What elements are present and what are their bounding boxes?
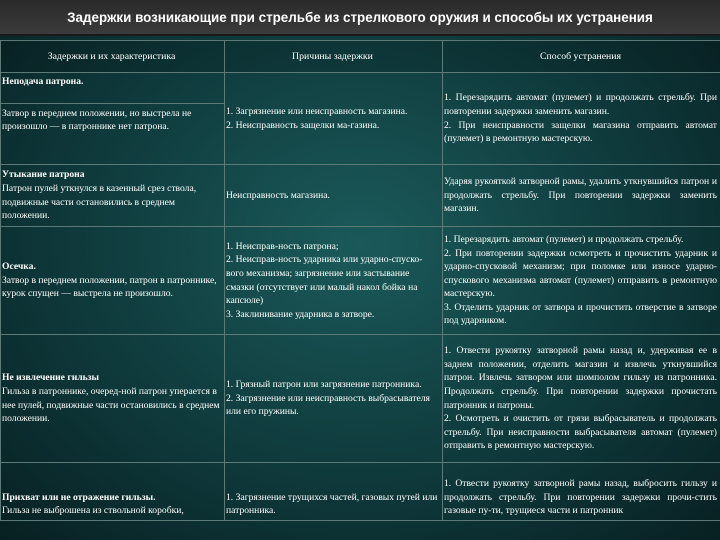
cause-item: 1. Неисправ-ность патрона; <box>226 240 339 252</box>
fix-item: 2. При повторении задержки осмотреть и прочистить ударник и ударно-спусковой механизм; при поломке или износе ударно-спускового механизма автомат (пулемет) отправить в ремонтную мастерскую. <box>444 247 717 300</box>
fixes-cell <box>443 165 720 227</box>
fix-item: 1. Отвести рукоятку затворной рамы назад, выбросить гильзу и продолжать стрельбу. При повторении задержки прочи-стить газовые пу-ти, трущиеся части и патронник <box>444 478 717 517</box>
delay-desc: Гильза не выброшена из ствольной коробки, <box>2 505 184 517</box>
delay-cell <box>1 463 225 521</box>
fix-item: Ударяя рукояткой затворной рамы, удалить уткнувшийся патрон и продолжать стрельбу. При повторении задержки заменить магазин. <box>444 176 717 215</box>
fix-item: 3. Отделить ударник от затвора и прочистить отверстие в затворе под ударником. <box>444 301 717 327</box>
delay-cell <box>1 165 225 227</box>
table-row <box>1 73 720 165</box>
header-causes: Причины задержки <box>225 41 443 73</box>
fix-item: 2. Осмотреть и очистить от грязи выбрасыватель и продолжать стрельбу. При неисправности выбрасывателя автомат (пулемет) отправить в ремонтную мастерскую. <box>444 413 717 452</box>
delay-title: Не извлечение гильзы <box>2 372 100 384</box>
cause-item: 2. Неисправ-ность ударника или ударно-спуско-вого механизма; загрязнение или застывание смазки (отсутствует или малый накол бойка на капсюле) <box>226 254 423 307</box>
cause-item: 2. Загрязнение или неисправность выбрасывателя или его пружины. <box>226 392 430 418</box>
fix-item: 1. Перезарядить автомат (пулемет) и продолжать стрельбу. При повторении задержки заменить магазин. <box>444 92 717 117</box>
delay-title: Неподача патрона. <box>2 76 84 87</box>
causes-cell <box>225 227 443 335</box>
table-row <box>1 227 720 335</box>
fixes-cell <box>443 463 720 521</box>
delay-cell <box>1 73 225 165</box>
delay-desc: Затвор в переднем положении, патрон в патроннике, курок спущен — выстрела не произошло. <box>2 274 217 300</box>
cause-item: Неисправность магазина. <box>226 189 330 201</box>
delay-title: Прихват или не отражение гильзы. <box>2 491 156 503</box>
delay-desc: Затвор в переднем положении, но выстрела не произошло — в патроннике нет патрона. <box>1 103 224 134</box>
fixes-cell <box>443 335 720 463</box>
delays-table <box>0 40 720 521</box>
causes-cell <box>225 165 443 227</box>
table-row <box>1 463 720 521</box>
cause-item: 2. Неисправность защелки ма-газина. <box>226 119 380 131</box>
header-delays: Задержки и их характеристика <box>1 41 225 73</box>
cause-item: 3. Заклинивание ударника в затворе. <box>226 308 375 320</box>
fix-item: 1. Перезарядить автомат (пулемет) и продолжать стрельбу. <box>444 233 684 245</box>
delay-desc: Патрон пулей уткнулся в казенный срез ствола, подвижные части остановились в среднем положении. <box>2 182 197 222</box>
delay-cell <box>1 227 225 335</box>
cause-item: 1. Загрязнение или неисправность магазина. <box>226 105 408 117</box>
table-row <box>1 335 720 463</box>
table-row <box>1 165 720 227</box>
header-fixes: Способ устранения <box>443 41 720 73</box>
fixes-cell <box>443 227 720 335</box>
cause-item: 1. Загрязнение трущихся частей, газовых путей или патронника. <box>226 491 438 517</box>
slide-title: Задержки возникающие при стрельбе из стрелкового оружия и способы их устранения <box>0 0 720 36</box>
table-header-row <box>1 41 720 73</box>
delay-desc: Гильза в патроннике, очеред-ной патрон уперается в нее пулей, подвижные части остановились в среднем положении. <box>2 385 220 425</box>
delay-title: Осечка. <box>2 261 36 273</box>
delay-cell <box>1 335 225 463</box>
delay-title: Утыкание патрона <box>2 169 85 181</box>
causes-cell <box>225 335 443 463</box>
cause-item: 1. Грязный патрон или загрязнение патронника. <box>226 379 422 391</box>
causes-cell <box>225 463 443 521</box>
fix-item: 2. При неисправности защелки магазина отправить автомат (пулемет) в ремонтную мастерскую. <box>444 119 717 145</box>
causes-cell <box>225 73 443 165</box>
fix-item: 1. Отвести рукоятку затворной рамы назад и, удерживая ее в заднем положении, отделить магазин и извлечь уткнувшийся патрон. Извлечь затвором или шомполом гильзу из патронника. Продолжать стрельбу. При повторении задержки прочистать патронник и патроны. <box>444 345 717 411</box>
fixes-cell <box>443 73 720 165</box>
